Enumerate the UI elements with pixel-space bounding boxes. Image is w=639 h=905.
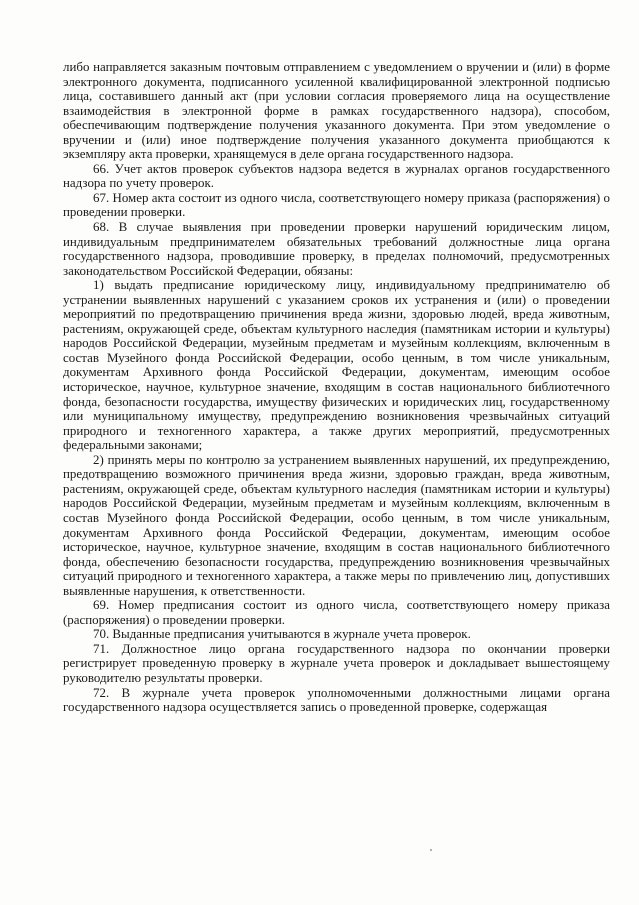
paragraph-71: 71. Должностное лицо органа государственного надзора по окончании проверки регистрирует проведенную проверку в журнале учета проверок и докладывает вышестоящему руководителю результаты проверки. — [63, 640, 610, 685]
paragraph-68-item-1: 1) выдать предписание юридическому лицу, индивидуальному предпринимателю об устранении выявленных нарушений с указанием сроков их устранения и (или) о проведении мероприятий по предотвращению причинения вреда жизни, здоровью людей, вреда животным, растениям, окружающей среде, объектам культурного наследия (памятникам истории и культуры) народов Российской Федерации, музейным предметам и музейным коллекциям, включенным в состав Музейного фонда Российской Федерации, особо ценным, в том числе уникальным, документам Архивного фонда Российской Федерации, документам, имеющим особое историческое, научное, культурное значение, входящим в состав национального библиотечного фонда, безопасности государства, имуществу физических и юридических лиц, государственному или муниципальному имуществу, предупреждению возникновения чрезвычайных ситуаций природного и техногенного характера, а также других мероприятий, предусмотренных федеральными законами; — [63, 277, 610, 453]
document-body — [63, 60, 610, 715]
paragraph-67: 67. Номер акта состоит из одного числа, соответствующего номеру приказа (распоряжения) о проведении проверки. — [63, 189, 610, 220]
paragraph-72: 72. В журнале учета проверок уполномоченными должностными лицами органа государственного надзора осуществляется запись о проведенной проверке, содержащая — [63, 684, 610, 715]
paragraph-68: 68. В случае выявления при проведении проверки нарушений юридическим лицом, индивидуальным предпринимателем обязательных требований должностные лица органа государственного надзора, проводившие проверку, в пределах полномочий, предусмотренных законодательством Российской Федерации, обязаны: — [63, 219, 610, 278]
paragraph-69: 69. Номер предписания состоит из одного числа, соответствующего номеру приказа (распоряжения) о проведении проверки. — [63, 597, 610, 627]
paragraph-70: 70. Выданные предписания учитываются в журнале учета проверок. — [93, 626, 471, 642]
paragraph-66: 66. Учет актов проверок субъектов надзора ведется в журналах органов государственного надзора по учету проверок. — [63, 160, 610, 191]
paragraph-68-item-2: 2) принять меры по контролю за устранением выявленных нарушений, их предупреждению, предотвращению возможного причинения вреда жизни, здоровью граждан, вреда животным, растениям, окружающей среде, объектам культурного наследия (памятникам истории и культуры) народов Российской Федерации, музейным предметам и музейным коллекциям, включенным в состав Музейного фонда Российской Федерации, особо ценным, в том числе уникальным, документам Архивного фонда Российской Федерации, документам, имеющим особое историческое, научное, культурное значение, входящим в состав национального библиотечного фонда, обеспечению безопасности государства, предупреждению возникновения чрезвычайных ситуаций природного и техногенного характера, а также меры по привлечению лиц, допустивших выявленные нарушения, к ответственности. — [63, 451, 610, 598]
scan-speck — [430, 849, 432, 851]
paragraph-continuation: либо направляется заказным почтовым отправлением с уведомлением о вручении и (или) в форме электронного документа, подписанного усиленной квалифицированной электронной подписью лица, составившего данный акт (при условии согласия проверяемого лица на осуществление взаимодействия в электронной форме в рамках государственного надзора), способом, обеспечивающим подтверждение получения указанного документа. При этом уведомление о вручении и (или) иное подтверждение получения указанного документа приобщаются к экземпляру акта проверки, хранящемуся в деле органа государственного надзора. — [63, 59, 610, 162]
